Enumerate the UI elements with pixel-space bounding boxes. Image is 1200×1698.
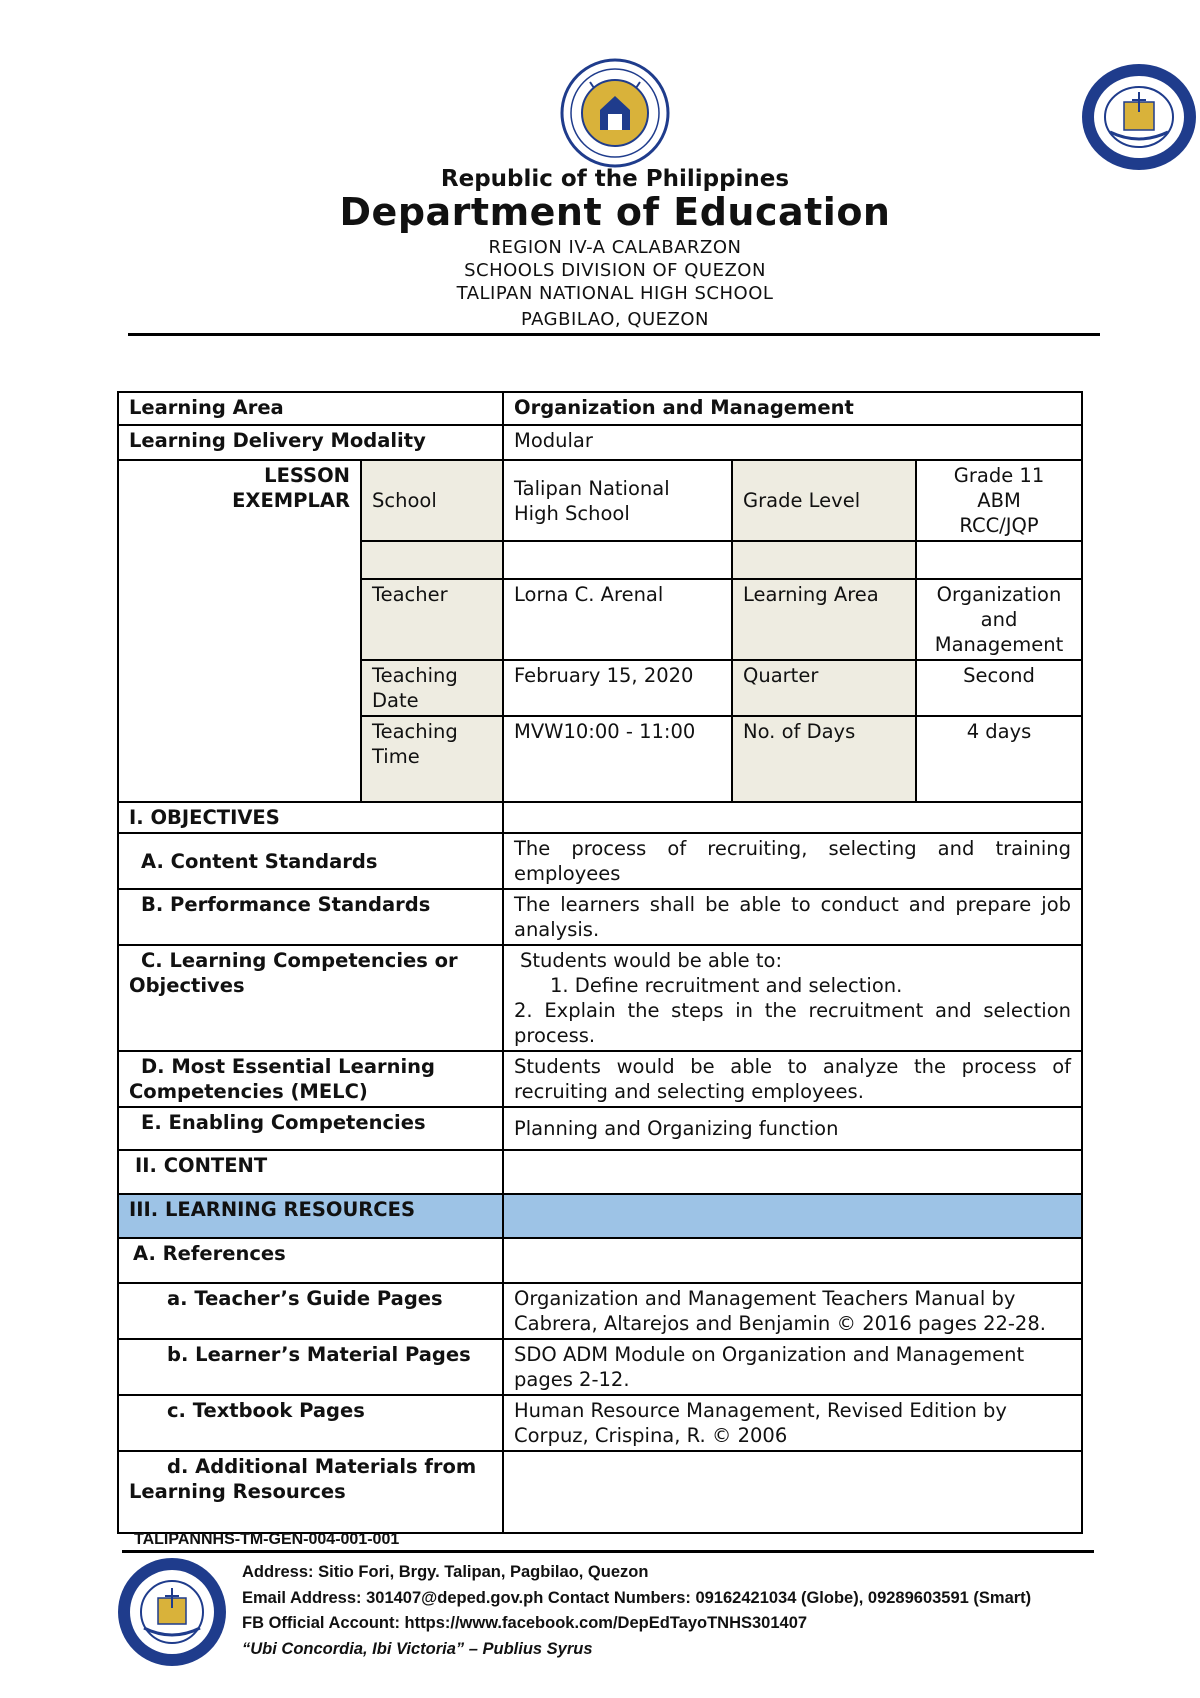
- school-seal-logo: [116, 1556, 228, 1668]
- blank-cell: [503, 1238, 1082, 1283]
- table-row: [118, 802, 1082, 833]
- table-row: [118, 1238, 1082, 1283]
- enabling-competencies-label: E. Enabling Competencies: [118, 1107, 503, 1150]
- grade-level-value: [916, 460, 1082, 541]
- header-divider: [128, 333, 1100, 336]
- teacher-label: Teacher: [361, 579, 503, 660]
- learners-material-value: SDO ADM Module on Organization and Management pages 2-12.: [503, 1339, 1082, 1395]
- table-row: [118, 1451, 1082, 1533]
- grade-line: RCC/JQP: [959, 514, 1039, 537]
- content-heading: II. CONTENT: [118, 1150, 503, 1194]
- area-value: [916, 579, 1082, 660]
- label-line: C. Learning Competencies or: [141, 949, 458, 972]
- footer-facebook: FB Official Account: https://www.facebook.com/DepEdTayoTNHS301407: [242, 1614, 808, 1632]
- table-row: [118, 1150, 1082, 1194]
- table-row: [118, 945, 1082, 1051]
- label-line: Learning Resources: [129, 1480, 346, 1503]
- learning-resources-heading: III. LEARNING RESOURCES: [118, 1194, 503, 1238]
- area-line: Organization: [936, 583, 1062, 606]
- town-line: PAGBILAO, QUEZON: [520, 309, 710, 330]
- grade-line: ABM: [977, 489, 1021, 512]
- teaching-date-value: February 15, 2020: [503, 660, 732, 716]
- blank-cell: [361, 541, 503, 579]
- learning-competencies-label: [118, 945, 503, 1051]
- performance-standards-label: B. Performance Standards: [118, 889, 503, 945]
- table-row: [118, 460, 1082, 541]
- school-value-line: High School: [514, 501, 630, 525]
- table-row: [118, 833, 1082, 889]
- table-row: [118, 1051, 1082, 1107]
- deped-seal-logo: [560, 58, 670, 168]
- exemplar-line: LESSON: [264, 464, 350, 487]
- label-line: Time: [372, 745, 420, 768]
- teacher-value: Lorna C. Arenal: [503, 579, 732, 660]
- area-label: Learning Area: [732, 579, 916, 660]
- department-title: Department of Education: [339, 190, 891, 234]
- footer-address: Address: Sitio Fori, Brgy. Talipan, Pagbilao, Quezon: [242, 1563, 649, 1581]
- days-label: No. of Days: [732, 716, 916, 802]
- table-row: [118, 425, 1082, 460]
- melc-label: [118, 1051, 503, 1107]
- label-line: Objectives: [129, 974, 245, 997]
- exemplar-line: EXEMPLAR: [232, 489, 350, 512]
- enabling-competencies-value: Planning and Organizing function: [503, 1107, 1082, 1150]
- label-line: Teaching: [372, 720, 458, 743]
- teachers-guide-value: Organization and Management Teachers Manual by Cabrera, Altarejos and Benjamin © 2016 pages 22-28.: [503, 1283, 1082, 1339]
- teaching-date-label: [361, 660, 503, 716]
- grade-line: Grade 11: [953, 464, 1045, 487]
- learning-area-label: Learning Area: [118, 392, 503, 425]
- grade-level-label: Grade Level: [732, 460, 916, 541]
- area-line: Management: [934, 633, 1064, 656]
- references-label: A. References: [118, 1238, 503, 1283]
- label-line: Date: [372, 689, 419, 712]
- label-line: Competencies (MELC): [129, 1080, 368, 1103]
- textbook-pages-label: c. Textbook Pages: [118, 1395, 503, 1451]
- content-value: [503, 1150, 1082, 1194]
- blank-cell: [503, 802, 1082, 833]
- teaching-time-value: MVW10:00 - 11:00: [503, 716, 732, 802]
- footer-divider: [122, 1550, 1094, 1553]
- lesson-exemplar-table: [117, 391, 1083, 1534]
- area-line: and: [980, 608, 1018, 631]
- table-row: [118, 1107, 1082, 1150]
- blank-cell: [503, 1194, 1082, 1238]
- melc-value: Students would be able to analyze the process of recruiting and selecting employees.: [503, 1051, 1082, 1107]
- quarter-label: Quarter: [732, 660, 916, 716]
- table-row: [118, 1395, 1082, 1451]
- blank-cell: [503, 541, 732, 579]
- modality-label: Learning Delivery Modality: [118, 425, 503, 460]
- additional-materials-label: [118, 1451, 503, 1533]
- document-code: TALIPANNHS-TM-GEN-004-001-001: [134, 1531, 400, 1548]
- school-value-line: Talipan National: [514, 476, 670, 500]
- performance-standards-value: The learners shall be able to conduct and prepare job analysis.: [503, 889, 1082, 945]
- blank-cell: [732, 541, 916, 579]
- label-line: Teaching: [372, 664, 458, 687]
- table-row: [118, 1339, 1082, 1395]
- modality-value: Modular: [503, 425, 1082, 460]
- days-value: 4 days: [916, 716, 1082, 802]
- label-line: D. Most Essential Learning: [141, 1055, 436, 1078]
- label-line: d. Additional Materials from: [167, 1455, 477, 1478]
- textbook-pages-value: Human Resource Management, Revised Edition by Corpuz, Crispina, R. © 2006: [503, 1395, 1082, 1451]
- footer-contact: Email Address: 301407@deped.gov.ph Contact Numbers: 09162421034 (Globe), 09289603591 (Smart): [242, 1589, 1032, 1607]
- competency-item: 1. Define recruitment and selection.: [550, 974, 903, 997]
- division-line: SCHOOLS DIVISION OF QUEZON: [464, 260, 766, 281]
- republic-heading: Republic of the Philippines: [440, 166, 790, 192]
- objectives-heading: I. OBJECTIVES: [118, 802, 503, 833]
- region-line: REGION IV-A CALABARZON: [488, 237, 742, 258]
- table-row: [118, 1194, 1082, 1238]
- competencies-intro: Students would be able to:: [520, 949, 783, 972]
- additional-materials-value: [503, 1451, 1082, 1533]
- quarter-value: Second: [916, 660, 1082, 716]
- competency-item: 2. Explain the steps in the recruitment and selection process.: [514, 999, 1072, 1047]
- learners-material-label: b. Learner’s Material Pages: [118, 1339, 503, 1395]
- footer-motto: “Ubi Concordia, Ibi Victoria” – Publius Syrus: [242, 1640, 593, 1658]
- lesson-exemplar-label: [118, 460, 361, 802]
- content-standards-label: A. Content Standards: [118, 833, 503, 889]
- table-row: [118, 1283, 1082, 1339]
- table-row: [118, 889, 1082, 945]
- school-label: School: [361, 460, 503, 541]
- school-value: [503, 460, 732, 541]
- learning-competencies-value: [503, 945, 1082, 1051]
- teaching-time-label: [361, 716, 503, 802]
- blank-cell: [916, 541, 1082, 579]
- teachers-guide-label: a. Teacher’s Guide Pages: [118, 1283, 503, 1339]
- school-seal-logo: [1080, 62, 1198, 172]
- learning-area-value: Organization and Management: [503, 392, 1082, 425]
- table-row: [118, 392, 1082, 425]
- school-line: TALIPAN NATIONAL HIGH SCHOOL: [456, 283, 774, 304]
- content-standards-value: The process of recruiting, selecting and training employees: [503, 833, 1082, 889]
